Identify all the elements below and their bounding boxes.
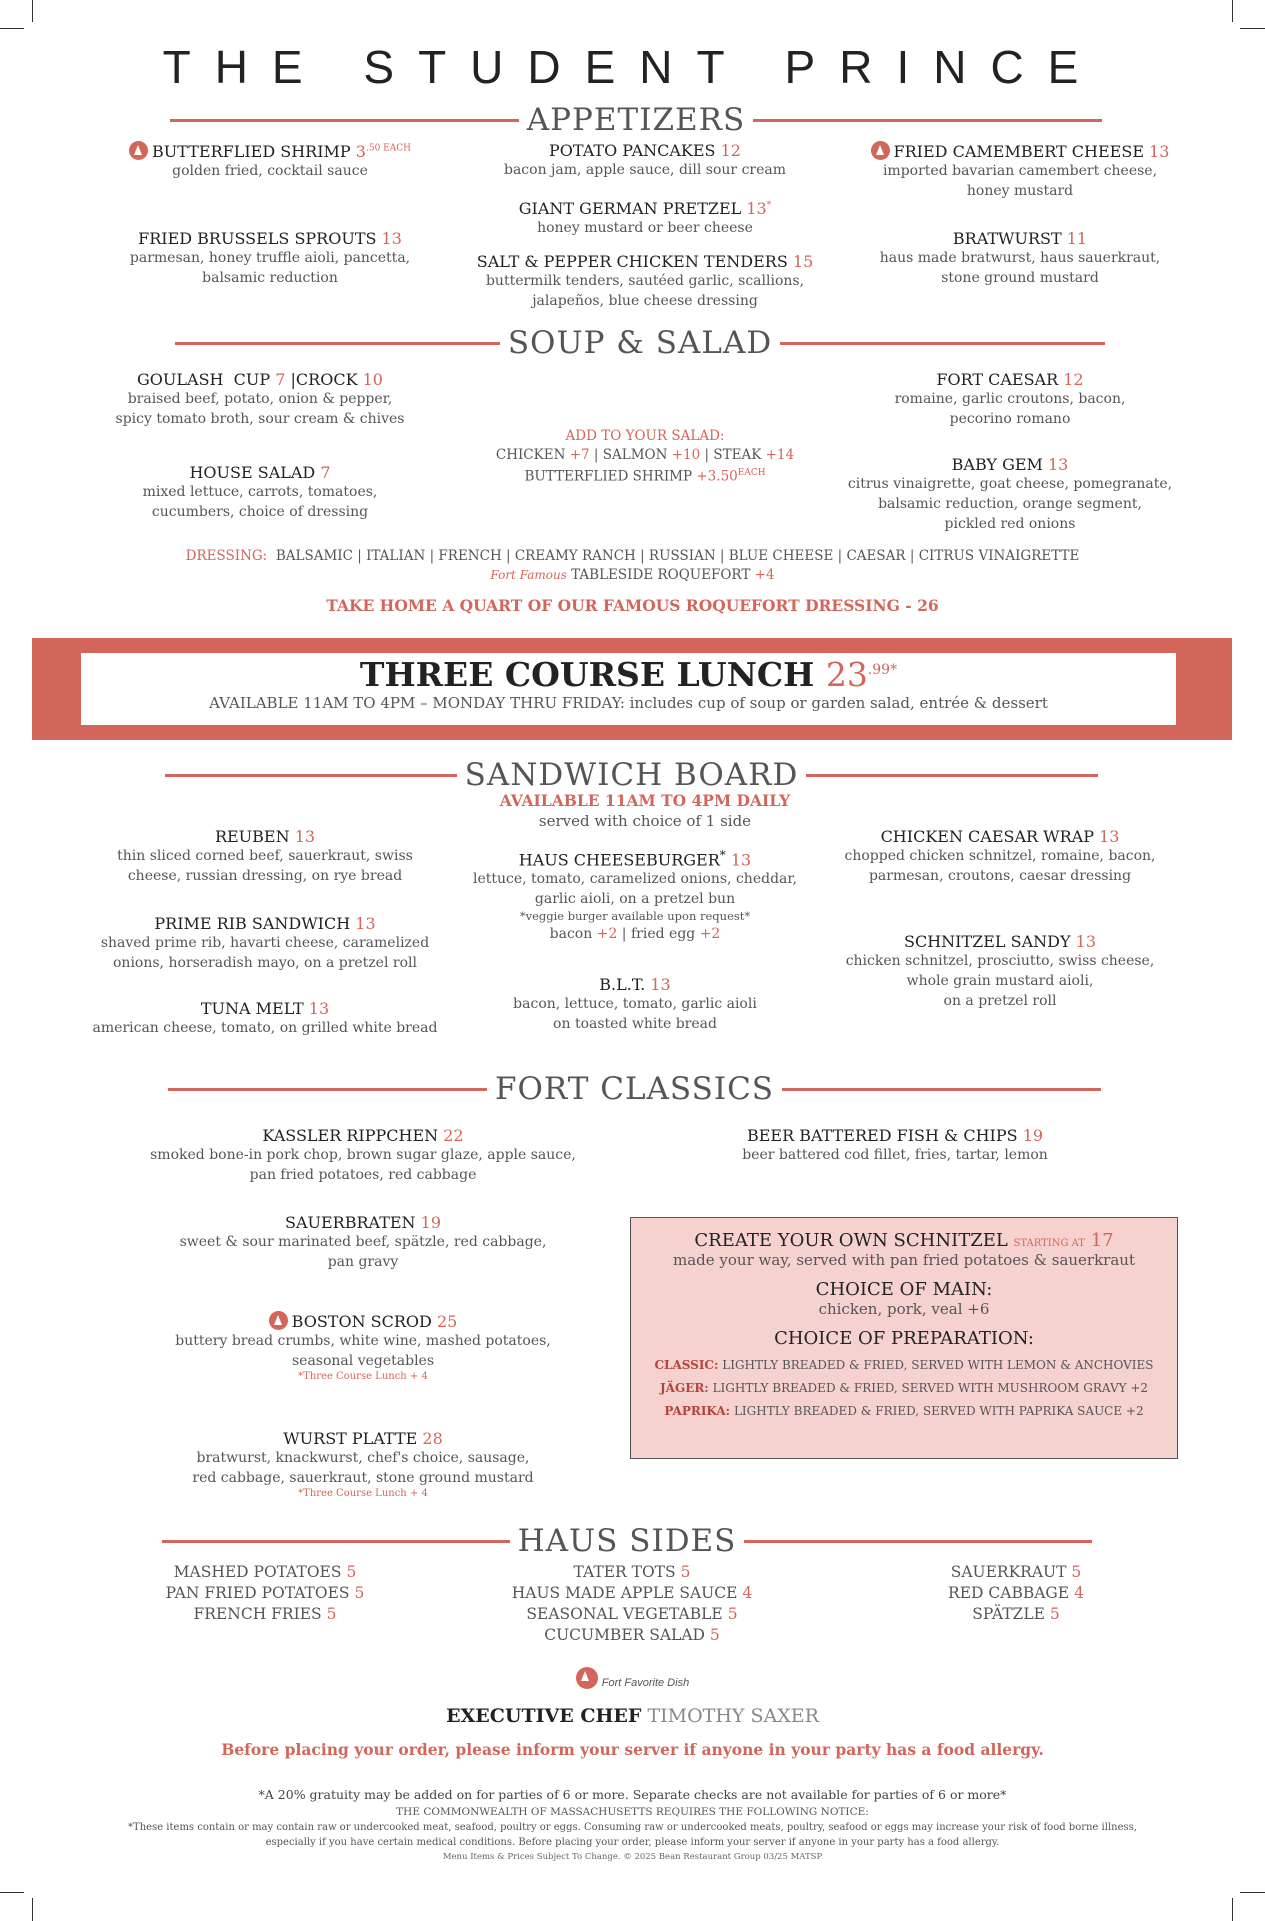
copyright: Menu Items & Prices Subject To Change. © 2025 Bean Restaurant Group 03/25 MATSP — [442, 1852, 823, 1862]
menu-item-bratwurst: BRATWURST 11 haus made bratwurst, haus sauerkraut, stone ground mustard — [879, 229, 1161, 286]
divider — [806, 774, 1098, 777]
raw-food-notice-2: especially if you have certain medical conditions. Before placing your order, please inform your server if anyone in your party has a food allergy. — [265, 1837, 1000, 1848]
sandwich-availability: AVAILABLE 11AM TO 4PM DAILY served with choice of 1 side — [499, 791, 791, 830]
menu-item-butterflied-shrimp: BUTTERFLIED SHRIMP $3^{.50 EACH}$ golden fried, cocktail sauce — [60, 141, 480, 181]
section-header-sides — [162, 1521, 1092, 1561]
menu-item-house-salad: HOUSE SALAD 7 mixed lettuce, carrots, tomatoes, cucumbers, choice of dressing — [142, 463, 378, 520]
fort-favorite-icon — [871, 141, 890, 160]
executive-chef: EXECUTIVE CHEF TIMOTHY SAXER — [446, 1705, 819, 1727]
divider — [744, 1540, 1092, 1543]
menu-title: THE STUDENT PRINCE — [162, 41, 1103, 93]
menu-item-fort-caesar: FORT CAESAR 12 romaine, garlic croutons, bacon, pecorino romano — [894, 370, 1126, 427]
crop-mark — [0, 1892, 24, 1893]
lunch-title: THREE COURSE LUNCH $23^{.99*}$ — [359, 655, 898, 694]
section-title: FORT CLASSICS — [494, 1071, 775, 1107]
fort-favorite-icon — [129, 141, 148, 160]
menu-item-brussels-sprouts: FRIED BRUSSELS SPROUTS 13 parmesan, honey truffle aioli, pancetta, balsamic reduction — [129, 229, 411, 286]
menu-item-cheeseburger: HAUS CHEESEBURGER* 13 lettuce, tomato, caramelized onions, cheddar, garlic aioli, on a pretzel bun *veggie burger available upon request* bacon +2 | fried egg +2 — [473, 848, 797, 943]
menu-item-reuben: REUBEN 13 thin sliced corned beef, sauerkraut, swiss cheese, russian dressing, on rye bread — [117, 827, 413, 884]
crop-mark — [0, 28, 24, 29]
crop-mark — [1232, 0, 1233, 22]
side-item: HAUS MADE APPLE SAUCE 4 — [511, 1584, 753, 1602]
divider — [165, 774, 457, 777]
section-header-classics — [168, 1069, 1101, 1109]
crop-mark — [1240, 1892, 1265, 1893]
menu-item-boston-scrod: BOSTON SCROD 25 buttery bread crumbs, white wine, mashed potatoes, seasonal vegetables *Three Course Lunch + 4 — [175, 1312, 551, 1382]
side-item: SPÄTZLE 5 — [972, 1605, 1060, 1623]
salad-add-ons: ADD TO YOUR SALAD: CHICKEN +7 | SALMON +10 | STEAK +14 BUTTERFLIED SHRIMP $+3.50^{EACH}$ — [495, 428, 795, 485]
fort-favorite-legend: Fort Favorite Dish — [0, 1667, 1265, 1690]
side-item: MASHED POTATOES 5 — [173, 1563, 357, 1581]
lunch-box — [81, 653, 1176, 725]
menu-item-camembert: FRIED CAMEMBERT CHEESE 13 imported bavarian camembert cheese, honey mustard — [800, 141, 1240, 201]
divider — [175, 342, 500, 345]
section-header-appetizers — [170, 100, 1102, 140]
side-item: RED CABBAGE 4 — [948, 1584, 1084, 1602]
side-item: SEASONAL VEGETABLE 5 — [526, 1605, 738, 1623]
menu-item-sauerbraten: SAUERBRATEN 19 sweet & sour marinated beef, spätzle, red cabbage, pan gravy — [179, 1213, 547, 1270]
crop-mark — [32, 1898, 33, 1921]
raw-food-notice: *These items contain or may contain raw or undercooked meat, seafood, poultry or eggs. Consuming raw or undercooked meats, poultry, seafood or eggs may increase your risk of food borne illness, — [128, 1822, 1137, 1833]
allergy-notice: Before placing your order, please inform your server if anyone in your party has a food allergy. — [221, 1740, 1044, 1759]
menu-item-schnitzel-sandy: SCHNITZEL SANDY 13 chicken schnitzel, prosciutto, swiss cheese, whole grain mustard aioli, on a pretzel roll — [845, 932, 1155, 1009]
side-item: SAUERKRAUT 5 — [950, 1563, 1082, 1581]
section-header-sandwich — [165, 755, 1098, 795]
section-title: SOUP & SALAD — [507, 325, 773, 361]
side-item: TATER TOTS 5 — [573, 1563, 691, 1581]
section-title: HAUS SIDES — [517, 1523, 737, 1559]
dressing-list: DRESSING: BALSAMIC | ITALIAN | FRENCH | CREAMY RANCH | RUSSIAN | BLUE CHEESE | CAESAR | CITRUS VINAIGRETTE Fort Famous TABLESIDE ROQUEFORT +4 — [185, 548, 1080, 583]
crop-mark — [1240, 28, 1265, 29]
sides-column-1 — [115, 1562, 415, 1625]
sides-column-2 — [482, 1562, 782, 1646]
divider — [753, 119, 1102, 122]
fort-favorite-icon — [269, 1311, 288, 1330]
divider — [170, 119, 519, 122]
crop-mark — [1232, 1898, 1233, 1921]
menu-item-baby-gem: BABY GEM 13 citrus vinaigrette, goat cheese, pomegranate, balsamic reduction, orange segment, pickled red onions — [847, 455, 1173, 532]
fort-favorite-icon — [576, 1667, 598, 1689]
menu-item-chicken-tenders: SALT & PEPPER CHICKEN TENDERS 15 buttermilk tenders, sautéed garlic, scallions, jalapeños, blue cheese dressing — [476, 252, 814, 309]
menu-item-wurst-platte: WURST PLATTE 28 bratwurst, knackwurst, chef's choice, sausage, red cabbage, sauerkraut, stone ground mustard *Three Course Lunch + 4 — [192, 1429, 534, 1499]
menu-item-goulash: GOULASH CUP 7 |CROCK 10 braised beef, potato, onion & pepper, spicy tomato broth, sour cream & chives — [115, 370, 405, 427]
sides-column-3 — [866, 1562, 1166, 1625]
gratuity-notice: *A 20% gratuity may be added on for parties of 6 or more. Separate checks are not available for parties of 6 or more* — [258, 1787, 1007, 1802]
menu-item-chicken-caesar-wrap: CHICKEN CAESAR WRAP 13 chopped chicken schnitzel, romaine, bacon, parmesan, croutons, caesar dressing — [844, 827, 1156, 884]
take-home-dressing: TAKE HOME A QUART OF OUR FAMOUS ROQUEFORT DRESSING - 26 — [326, 596, 939, 615]
lunch-subtitle: AVAILABLE 11AM TO 4PM – MONDAY THRU FRIDAY: includes cup of soup or garden salad, entrée & dessert — [209, 694, 1048, 712]
section-title: APPETIZERS — [526, 102, 746, 138]
create-your-own-schnitzel-box: CREATE YOUR OWN SCHNITZEL STARTING AT 17 made your way, served with pan fried potatoes & sauerkraut CHOICE OF MAIN: chicken, pork, veal +6 CHOICE OF PREPARATION: CLASSIC: LIGHTLY BREADED & FRIED, SERVED WITH LEMON & ANCHOVIES JÄGER: LIGHTLY BREADED & FRIED, SERVED WITH MUSHROOM GRAVY +2 PAPRIKA: LIGHTLY BREADED & FRIED, SERVED WITH PAPRIKA SAUCE +2 — [630, 1217, 1178, 1459]
side-item: FRENCH FRIES 5 — [193, 1605, 337, 1623]
menu-item-prime-rib: PRIME RIB SANDWICH 13 shaved prime rib, havarti cheese, caramelized onions, horseradish mayo, on a pretzel roll — [100, 914, 430, 971]
side-item: PAN FRIED POTATOES 5 — [165, 1584, 365, 1602]
menu-item-kassler: KASSLER RIPPCHEN 22 smoked bone-in pork chop, brown sugar glaze, apple sauce, pan fried potatoes, red cabbage — [150, 1126, 576, 1183]
menu-item-tuna-melt: TUNA MELT 13 american cheese, tomato, on grilled white bread — [92, 999, 438, 1036]
menu-item-fish-chips: BEER BATTERED FISH & CHIPS 19 beer battered cod fillet, fries, tartar, lemon — [742, 1126, 1048, 1163]
commonwealth-notice: THE COMMONWEALTH OF MASSACHUSETTS REQUIRES THE FOLLOWING NOTICE: — [396, 1806, 869, 1818]
crop-mark — [32, 0, 33, 22]
divider — [162, 1540, 510, 1543]
section-header-soup-salad — [175, 323, 1105, 363]
menu-item-potato-pancakes: POTATO PANCAKES 12 bacon jam, apple sauce, dill sour cream — [503, 141, 787, 178]
side-item: CUCUMBER SALAD 5 — [544, 1626, 720, 1644]
menu-item-pretzel: GIANT GERMAN PRETZEL 13* honey mustard or beer cheese — [518, 199, 772, 236]
section-title: SANDWICH BOARD — [464, 757, 799, 793]
divider — [780, 342, 1105, 345]
menu-item-blt: B.L.T. 13 bacon, lettuce, tomato, garlic aioli on toasted white bread — [513, 975, 757, 1032]
divider — [168, 1088, 487, 1091]
divider — [782, 1088, 1101, 1091]
